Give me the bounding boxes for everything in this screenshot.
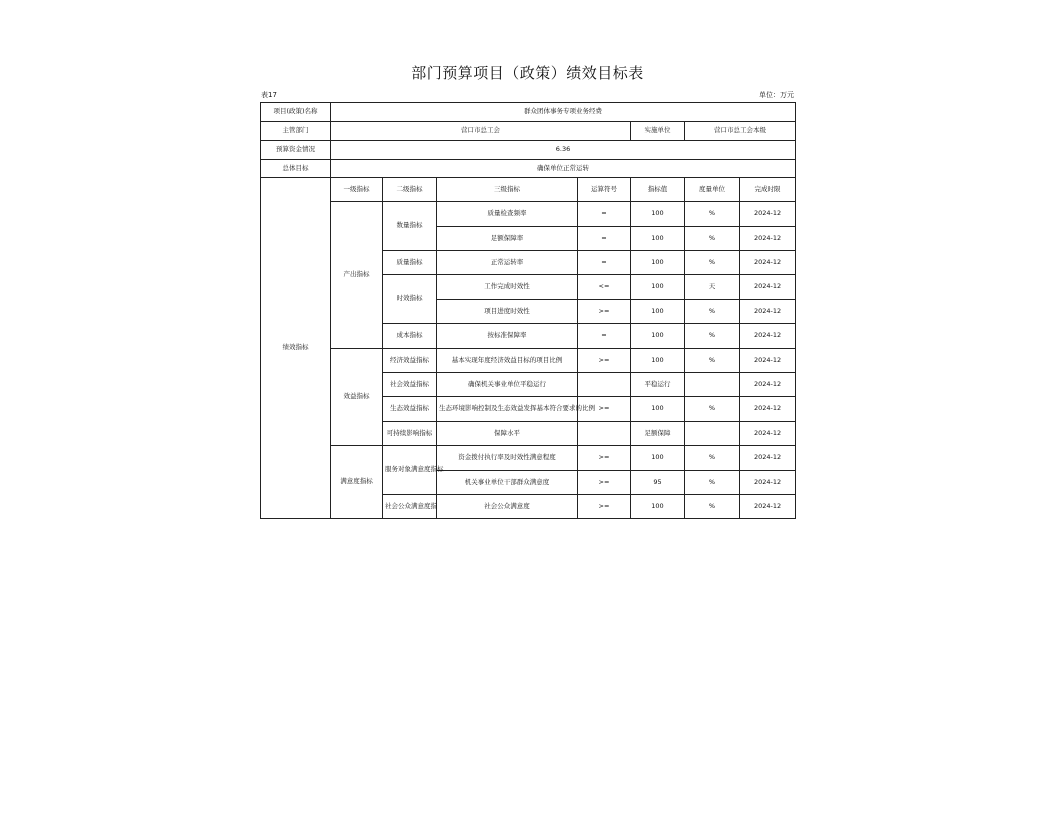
indicator-unit — [685, 373, 740, 397]
project-name-row — [261, 103, 796, 122]
indicator-name: 确保机关事业单位平稳运行 — [437, 373, 578, 397]
header-level1: 一级指标 — [331, 178, 383, 202]
indicator-value: 100 — [631, 300, 685, 324]
indicator-operator: <= — [578, 275, 631, 300]
header-unit: 度量单位 — [685, 178, 740, 202]
indicator-name: 资金拨付执行率及时效性满意程度 — [437, 446, 578, 471]
indicator-unit: 天 — [685, 275, 740, 300]
fund-value: 6.36 — [331, 141, 796, 160]
indicator-value: 平稳运行 — [631, 373, 685, 397]
indicator-operator: = — [578, 324, 631, 349]
indicator-name: 正常运转率 — [437, 251, 578, 275]
subgroup-social: 社会效益指标 — [383, 373, 437, 397]
implementer-label: 实施单位 — [631, 122, 685, 141]
indicator-unit: % — [685, 495, 740, 519]
header-level2: 二级指标 — [383, 178, 437, 202]
table-row — [261, 202, 796, 227]
indicator-deadline: 2024-12 — [740, 227, 796, 251]
indicator-operator: = — [578, 251, 631, 275]
indicator-operator: >= — [578, 397, 631, 422]
indicator-deadline: 2024-12 — [740, 349, 796, 373]
group-satisfaction: 满意度指标 — [331, 446, 383, 519]
implementer-value: 营口市总工会本级 — [685, 122, 796, 141]
table-row — [261, 349, 796, 373]
indicator-deadline: 2024-12 — [740, 373, 796, 397]
indicator-deadline: 2024-12 — [740, 422, 796, 446]
indicator-deadline: 2024-12 — [740, 495, 796, 519]
goal-label: 总体目标 — [261, 160, 331, 178]
fund-row — [261, 141, 796, 160]
group-output: 产出指标 — [331, 202, 383, 349]
indicator-value: 100 — [631, 397, 685, 422]
indicator-deadline: 2024-12 — [740, 471, 796, 495]
department-value: 营口市总工会 — [331, 122, 631, 141]
indicator-unit: % — [685, 251, 740, 275]
subgroup-service-satisfaction: 服务对象满意度指标 — [383, 446, 437, 495]
indicator-unit: % — [685, 202, 740, 227]
indicator-operator — [578, 422, 631, 446]
indicator-value: 100 — [631, 275, 685, 300]
performance-table — [260, 102, 796, 519]
header-deadline: 完成时限 — [740, 178, 796, 202]
indicator-unit: % — [685, 349, 740, 373]
indicator-value: 100 — [631, 251, 685, 275]
indicator-value: 95 — [631, 471, 685, 495]
indicator-value: 100 — [631, 349, 685, 373]
indicator-unit: % — [685, 397, 740, 422]
indicator-name: 工作完成时效性 — [437, 275, 578, 300]
subgroup-economic: 经济效益指标 — [383, 349, 437, 373]
indicator-deadline: 2024-12 — [740, 397, 796, 422]
indicator-deadline: 2024-12 — [740, 324, 796, 349]
department-row — [261, 122, 796, 141]
indicator-operator: >= — [578, 471, 631, 495]
goal-row — [261, 160, 796, 178]
indicator-value: 100 — [631, 202, 685, 227]
header-row — [261, 178, 796, 202]
indicator-name: 机关事业单位干部群众满意度 — [437, 471, 578, 495]
subgroup-public-satisfaction: 社会公众满意度指 — [383, 495, 437, 519]
indicator-unit: % — [685, 446, 740, 471]
indicator-unit: % — [685, 471, 740, 495]
subgroup-cost: 成本指标 — [383, 324, 437, 349]
indicator-deadline: 2024-12 — [740, 446, 796, 471]
department-label: 主管部门 — [261, 122, 331, 141]
indicator-deadline: 2024-12 — [740, 202, 796, 227]
subgroup-quantity: 数量指标 — [383, 202, 437, 251]
indicator-deadline: 2024-12 — [740, 275, 796, 300]
indicator-unit: % — [685, 300, 740, 324]
subgroup-ecological: 生态效益指标 — [383, 397, 437, 422]
project-name-label: 项目(政策)名称 — [261, 103, 331, 122]
performance-label: 绩效指标 — [261, 178, 331, 519]
indicator-name: 社会公众满意度 — [437, 495, 578, 519]
unit-label: 单位：万元 — [759, 91, 794, 99]
indicator-name: 按标准保障率 — [437, 324, 578, 349]
indicator-value: 100 — [631, 446, 685, 471]
indicator-value: 足额保障 — [631, 422, 685, 446]
subgroup-timeliness: 时效指标 — [383, 275, 437, 324]
indicator-deadline: 2024-12 — [740, 300, 796, 324]
indicator-operator: >= — [578, 495, 631, 519]
indicator-name: 足额保障率 — [437, 227, 578, 251]
subgroup-sustainable: 可持续影响指标 — [383, 422, 437, 446]
table-number: 表17 — [261, 91, 277, 99]
group-benefit: 效益指标 — [331, 349, 383, 446]
header-value: 指标值 — [631, 178, 685, 202]
indicator-name: 基本实现年度经济效益目标的项目比例 — [437, 349, 578, 373]
page-title: 部门预算项目（政策）绩效目标表 — [411, 64, 644, 82]
indicator-operator: >= — [578, 300, 631, 324]
indicator-name: 项目进度时效性 — [437, 300, 578, 324]
fund-label: 预算资金情况 — [261, 141, 331, 160]
indicator-name: 质量检查频率 — [437, 202, 578, 227]
indicator-deadline: 2024-12 — [740, 251, 796, 275]
indicator-unit: % — [685, 227, 740, 251]
indicator-operator: >= — [578, 349, 631, 373]
indicator-value: 100 — [631, 495, 685, 519]
indicator-operator: = — [578, 202, 631, 227]
indicator-operator: = — [578, 227, 631, 251]
indicator-value: 100 — [631, 324, 685, 349]
indicator-unit — [685, 422, 740, 446]
indicator-operator: >= — [578, 446, 631, 471]
indicator-name: 保障水平 — [437, 422, 578, 446]
project-name-value: 群众团体事务专项业务经费 — [331, 103, 796, 122]
goal-value: 确保单位正常运转 — [331, 160, 796, 178]
subgroup-quality: 质量指标 — [383, 251, 437, 275]
indicator-name: 生态环境影响控制及生态效益发挥基本符合要求的比例 — [437, 397, 578, 422]
indicator-value: 100 — [631, 227, 685, 251]
header-level3: 三级指标 — [437, 178, 578, 202]
indicator-operator — [578, 373, 631, 397]
indicator-unit: % — [685, 324, 740, 349]
header-operator: 运算符号 — [578, 178, 631, 202]
table-row — [261, 446, 796, 471]
